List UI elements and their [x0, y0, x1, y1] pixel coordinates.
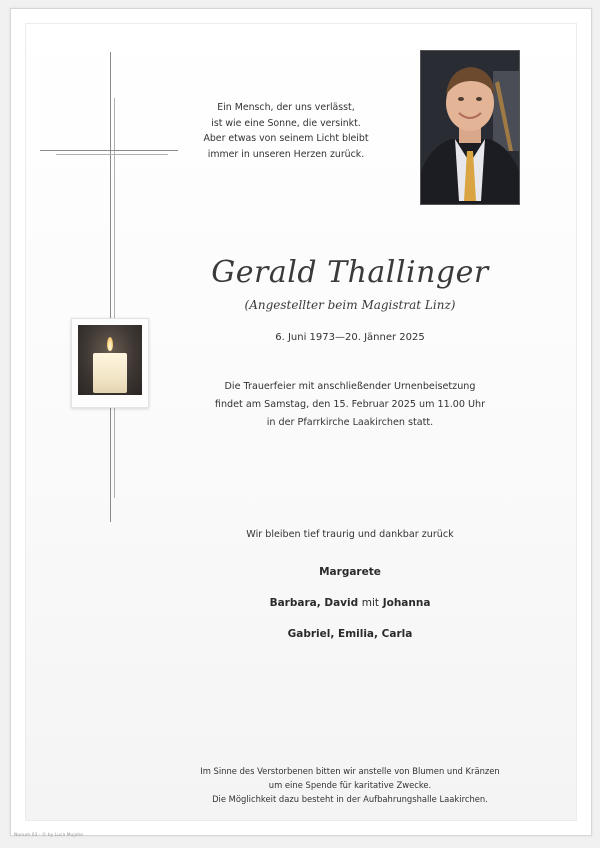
template-credit: Nonum 03 - © by Luca Mujahe	[14, 833, 84, 838]
poem-line: Ein Mensch, der uns verlässt,	[217, 102, 355, 113]
family-name: Barbara, David	[269, 597, 359, 609]
poem-line: ist wie eine Sonne, die versinkt.	[211, 117, 361, 129]
ceremony-line: in der Pfarrkirche Laakirchen statt.	[266, 417, 434, 428]
donation-line: Im Sinne des Verstorbenen bitten wir anstelle von Blumen und Kränzen	[200, 766, 500, 776]
deceased-occupation: (Angestellter beim Magistrat Linz)	[244, 298, 456, 312]
donation-request	[140, 764, 560, 806]
memorial-poem	[186, 100, 386, 162]
cross-icon	[40, 52, 180, 532]
portrait-photo	[420, 50, 520, 205]
family-row	[200, 628, 500, 659]
ceremony-info	[170, 378, 530, 432]
ceremony-line: findet am Samstag, den 15. Februar 2025 um 11.00 Uhr	[214, 399, 486, 410]
candle-icon	[78, 325, 142, 395]
poem-line: immer in unseren Herzen zurück.	[207, 148, 365, 160]
family-name: Johanna	[382, 597, 431, 609]
family-name: Gabriel, Emilia, Carla	[287, 628, 413, 640]
family-row	[200, 597, 500, 628]
family-row	[200, 566, 500, 597]
poem-line: Aber etwas von seinem Licht bleibt	[203, 133, 369, 144]
deceased-name: Gerald Thallinger	[211, 255, 489, 290]
family-name: Margarete	[319, 566, 381, 578]
ceremony-line: Die Trauerfeier mit anschließender Urnenbeisetzung	[224, 381, 476, 392]
candle-photo-frame	[71, 318, 149, 408]
family-connector: mit	[361, 597, 380, 609]
family-list	[200, 566, 500, 659]
mourning-text: Wir bleiben tief traurig und dankbar zurück	[246, 529, 454, 540]
donation-line: Die Möglichkeit dazu besteht in der Aufbahrungshalle Laakirchen.	[212, 794, 488, 804]
donation-line: um eine Spende für karitative Zwecke.	[268, 780, 432, 790]
life-dates: 6. Juni 1973—20. Jänner 2025	[275, 332, 425, 343]
